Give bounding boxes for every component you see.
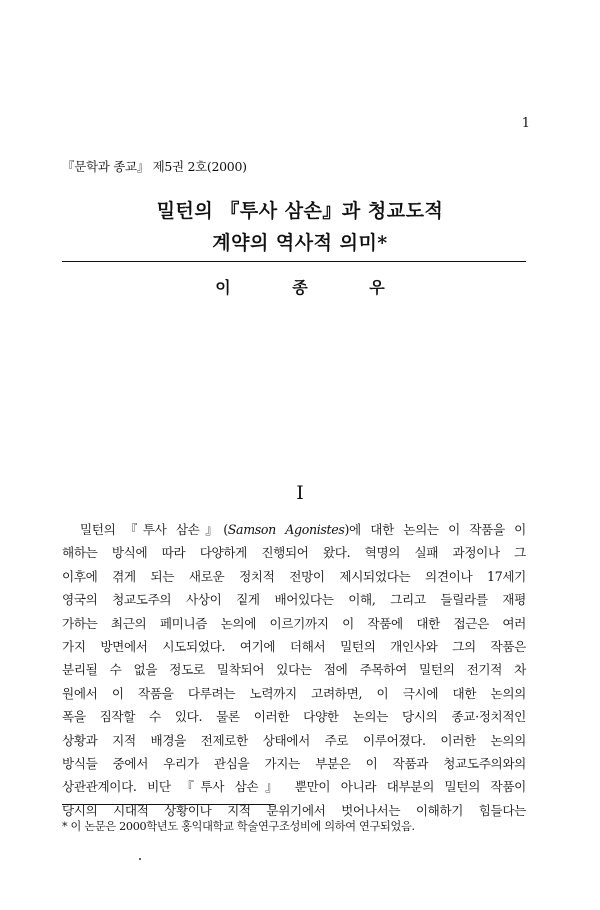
author-name: 이 종 우 (215, 278, 413, 297)
body-line: 가지 방면에서 시도되었다. 여기에 더해서 밀턴의 개인사와 그의 작품은 (62, 639, 526, 655)
body-line: 영국의 청교도주의 사상이 짙게 배어있다는 이해, 그리고 들릴라를 재평 (62, 592, 526, 608)
body-line: 이후에 겪게 되는 새로운 정치적 전망이 제시되었다는 의견이나 17세기 (62, 568, 526, 584)
title-divider (62, 261, 526, 262)
article-title-line-1: 밀턴의 『투사 삼손』과 청교도적 (156, 200, 444, 222)
body-line: 폭을 짐작할 수 있다. 물론 이러한 다양한 논의는 당시의 종교·정치적인 (62, 709, 526, 725)
footnote-divider (62, 804, 274, 805)
section-heading: I (296, 482, 304, 504)
body-line: 방식들 중에서 우리가 관심을 가지는 부분은 이 작품과 청교도주의와의 (62, 756, 526, 772)
body-text-segment: )에 대한 논의는 이 작품을 이 (344, 522, 526, 537)
body-line (62, 518, 526, 541)
body-line: 해하는 방식에 따라 다양하게 진행되어 왔다. 혁명의 실패 과정이나 그 (62, 545, 526, 561)
body-paragraph (62, 518, 526, 822)
body-line: 분리될 수 없을 정도로 밀착되어 있다는 점에 주목하여 밀턴의 전기적 차 (62, 662, 526, 678)
article-title-line-2: 계약의 역사적 의미* (212, 232, 388, 254)
italic-title: Samson Agonistes (227, 522, 345, 537)
body-text-segment: 밀턴의 『투사 삼손』( (80, 522, 228, 537)
body-line: 당시의 시대적 상황이나 지적 분위기에서 벗어나서는 이해하기 힘들다는 (62, 802, 526, 818)
journal-info: 『문학과 종교』 제5권 2호(2000) (62, 159, 247, 174)
body-line: 원에서 이 작품을 다루려는 노력까지 고려하면, 이 극시에 대한 논의의 (62, 685, 526, 701)
body-line: 상관관계이다. 비단 『투사 삼손』 뿐만이 아니라 대부분의 밀턴의 작품이 (62, 779, 526, 795)
body-line: 가하는 최근의 페미니즘 논의에 이르기까지 이 작품에 대한 접근은 여러 (62, 615, 526, 631)
page-number: 1 (521, 116, 530, 131)
scan-speck (139, 858, 141, 860)
footnote: * 이 논문은 2000학년도 홍익대학교 학술연구조성비에 의하여 연구되었음. (62, 820, 415, 833)
body-line: 상황과 지적 배경을 전제로한 상태에서 주로 이루어졌다. 이러한 논의의 (62, 732, 526, 748)
